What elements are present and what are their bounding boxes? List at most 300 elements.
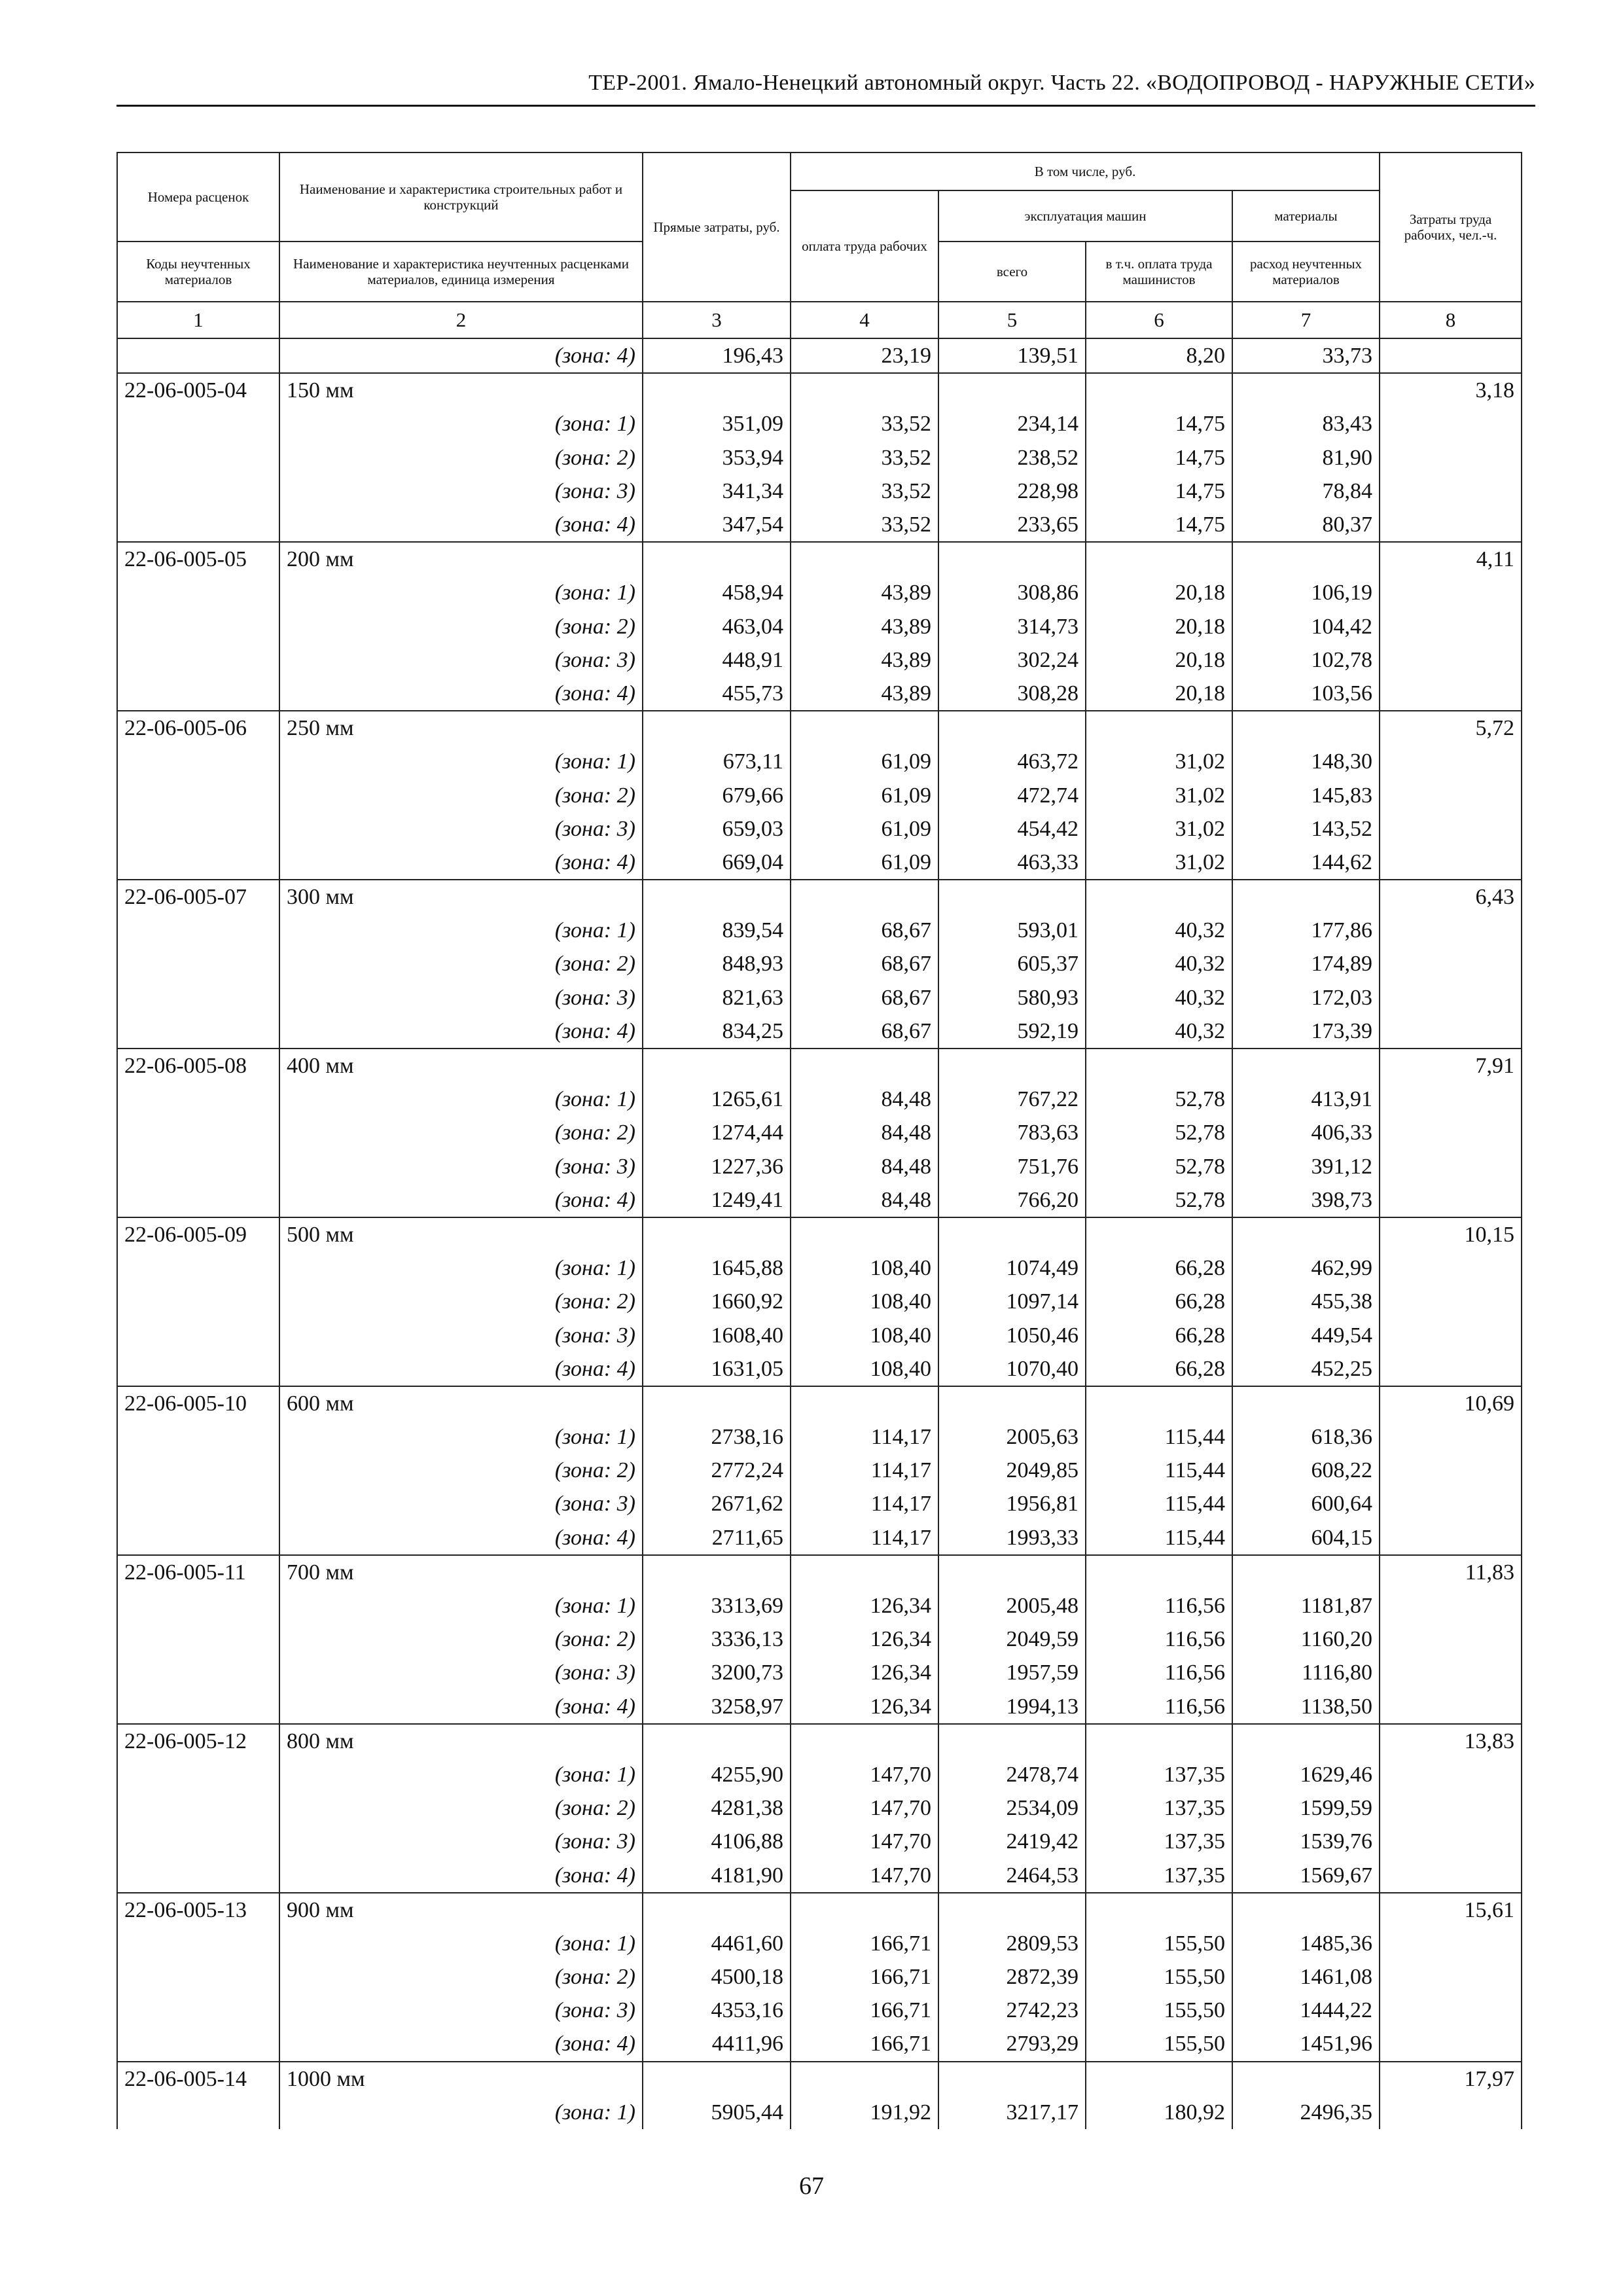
empty-cell [643, 1386, 791, 1420]
empty-cell [643, 711, 791, 745]
zone-row [117, 1927, 1522, 1960]
operators-pay-value: 115,44 [1086, 1420, 1232, 1454]
zone-row [117, 846, 1522, 880]
empty-cell [1232, 1724, 1380, 1758]
materials-value: 391,12 [1232, 1150, 1380, 1183]
header-materials-unaccounted: расход неучтенных материалов [1232, 242, 1380, 302]
rate-code-cell [117, 576, 279, 609]
rate-code-cell [117, 1454, 279, 1487]
rate-code-cell [117, 914, 279, 947]
empty-cell [1232, 1386, 1380, 1420]
direct-costs-value: 4181,90 [643, 1858, 791, 1892]
materials-value: 449,54 [1232, 1318, 1380, 1352]
empty-cell [643, 373, 791, 407]
rate-code-cell [117, 2027, 279, 2061]
zone-label: (зона: 1) [279, 914, 643, 947]
direct-costs-value: 839,54 [643, 914, 791, 947]
rate-code-cell [117, 1352, 279, 1386]
machine-total-value: 592,19 [938, 1014, 1086, 1049]
materials-value: 104,42 [1232, 610, 1380, 643]
operators-pay-value: 8,20 [1086, 338, 1232, 373]
zone-row [117, 1960, 1522, 1994]
materials-value: 81,90 [1232, 441, 1380, 475]
zone-label: (зона: 1) [279, 1251, 643, 1285]
empty-cell [1086, 373, 1232, 407]
labor-pay-value: 68,67 [791, 947, 938, 980]
direct-costs-value: 4500,18 [643, 1960, 791, 1994]
zone-label: (зона: 2) [279, 441, 643, 475]
empty-cell [791, 1386, 938, 1420]
materials-value: 80,37 [1232, 508, 1380, 542]
zone-row [117, 981, 1522, 1014]
zone-row [117, 1083, 1522, 1116]
rate-code-cell [117, 1487, 279, 1520]
empty-cell [1086, 711, 1232, 745]
machine-total-value: 593,01 [938, 914, 1086, 947]
labor-pay-value: 147,70 [791, 1825, 938, 1858]
rate-header-row [117, 880, 1522, 914]
empty-cell [938, 542, 1086, 576]
rate-header-row [117, 711, 1522, 745]
zone-row [117, 1656, 1522, 1689]
labor-hours-cell [1380, 610, 1522, 643]
zone-row [117, 1014, 1522, 1049]
rate-code: 22-06-005-11 [117, 1555, 279, 1589]
header-work-description: Наименование и характеристика строительных работ и конструкций [279, 152, 643, 242]
labor-hours-cell [1380, 1251, 1522, 1285]
zone-label: (зона: 2) [279, 1791, 643, 1825]
machine-total-value: 2872,39 [938, 1960, 1086, 1994]
zone-label: (зона: 1) [279, 1927, 643, 1960]
zone-label: (зона: 1) [279, 576, 643, 609]
labor-hours-cell [1380, 1858, 1522, 1892]
labor-hours-cell [1380, 407, 1522, 440]
materials-value: 1539,76 [1232, 1825, 1380, 1858]
labor-hours-cell [1380, 1285, 1522, 1318]
labor-pay-value: 43,89 [791, 677, 938, 711]
direct-costs-value: 1631,05 [643, 1352, 791, 1386]
zone-label: (зона: 2) [279, 1454, 643, 1487]
column-number: 1 [117, 302, 279, 338]
labor-pay-value: 126,34 [791, 1656, 938, 1689]
operators-pay-value: 66,28 [1086, 1285, 1232, 1318]
labor-hours-value: 11,83 [1380, 1555, 1522, 1589]
rate-code-cell [117, 1791, 279, 1825]
zone-label: (зона: 2) [279, 1623, 643, 1656]
labor-pay-value: 147,70 [791, 1858, 938, 1892]
header-rate-numbers: Номера расценок [117, 152, 279, 242]
labor-pay-value: 166,71 [791, 1994, 938, 2027]
rate-code-cell [117, 745, 279, 778]
machine-total-value: 308,86 [938, 576, 1086, 609]
direct-costs-value: 196,43 [643, 338, 791, 373]
machine-total-value: 1097,14 [938, 1285, 1086, 1318]
rate-code-cell [117, 2096, 279, 2129]
zone-row [117, 1318, 1522, 1352]
rate-code: 22-06-005-09 [117, 1217, 279, 1251]
labor-hours-cell [1380, 1183, 1522, 1217]
zone-label: (зона: 4) [279, 508, 643, 542]
rate-code-cell [117, 1150, 279, 1183]
direct-costs-value: 4255,90 [643, 1758, 791, 1791]
operators-pay-value: 116,56 [1086, 1623, 1232, 1656]
pipe-diameter: 400 мм [279, 1049, 643, 1083]
rate-code-cell [117, 981, 279, 1014]
rate-header-row [117, 1217, 1522, 1251]
machine-total-value: 238,52 [938, 441, 1086, 475]
labor-pay-value: 61,09 [791, 745, 938, 778]
empty-cell [938, 1049, 1086, 1083]
labor-hours-value: 10,15 [1380, 1217, 1522, 1251]
rate-code-cell [117, 947, 279, 980]
direct-costs-value: 455,73 [643, 677, 791, 711]
empty-cell [1232, 1217, 1380, 1251]
direct-costs-value: 353,94 [643, 441, 791, 475]
rate-code-cell [117, 1927, 279, 1960]
materials-value: 1485,36 [1232, 1927, 1380, 1960]
operators-pay-value: 20,18 [1086, 643, 1232, 677]
labor-pay-value: 108,40 [791, 1318, 938, 1352]
empty-cell [791, 1555, 938, 1589]
rate-code: 22-06-005-13 [117, 1893, 279, 1927]
rate-code-cell [117, 1623, 279, 1656]
direct-costs-value: 4411,96 [643, 2027, 791, 2061]
materials-value: 600,64 [1232, 1487, 1380, 1520]
materials-value: 413,91 [1232, 1083, 1380, 1116]
zone-label: (зона: 4) [279, 1183, 643, 1217]
rate-code-cell [117, 778, 279, 812]
labor-pay-value: 166,71 [791, 2027, 938, 2061]
empty-cell [1086, 2062, 1232, 2096]
labor-pay-value: 61,09 [791, 812, 938, 846]
labor-hours-value: 13,83 [1380, 1724, 1522, 1758]
column-number: 7 [1232, 302, 1380, 338]
direct-costs-value: 3336,13 [643, 1623, 791, 1656]
zone-label: (зона: 4) [279, 1352, 643, 1386]
rate-code: 22-06-005-08 [117, 1049, 279, 1083]
machine-total-value: 472,74 [938, 778, 1086, 812]
rate-code-cell [117, 812, 279, 846]
labor-hours-cell [1380, 2096, 1522, 2129]
operators-pay-value: 115,44 [1086, 1521, 1232, 1555]
rate-code-cell [117, 1285, 279, 1318]
labor-hours-value: 15,61 [1380, 1893, 1522, 1927]
direct-costs-value: 821,63 [643, 981, 791, 1014]
direct-costs-value: 1660,92 [643, 1285, 791, 1318]
labor-hours-cell [1380, 475, 1522, 508]
zone-label: (зона: 1) [279, 2096, 643, 2129]
materials-value: 618,36 [1232, 1420, 1380, 1454]
direct-costs-value: 463,04 [643, 610, 791, 643]
empty-cell [938, 1724, 1086, 1758]
empty-cell [1086, 880, 1232, 914]
materials-value: 78,84 [1232, 475, 1380, 508]
operators-pay-value: 14,75 [1086, 508, 1232, 542]
direct-costs-value: 848,93 [643, 947, 791, 980]
labor-hours-value: 4,11 [1380, 542, 1522, 576]
direct-costs-value: 673,11 [643, 745, 791, 778]
operators-pay-value: 137,35 [1086, 1791, 1232, 1825]
zone-label: (зона: 2) [279, 1285, 643, 1318]
rate-code-cell [117, 1116, 279, 1149]
zone-label: (зона: 4) [279, 846, 643, 880]
empty-cell [1232, 1049, 1380, 1083]
empty-cell [791, 711, 938, 745]
header-machine-operation: эксплуатация машин [938, 190, 1232, 242]
machine-total-value: 314,73 [938, 610, 1086, 643]
zone-row [117, 2096, 1522, 2129]
labor-hours-cell [1380, 1352, 1522, 1386]
operators-pay-value: 20,18 [1086, 576, 1232, 609]
empty-cell [1086, 1724, 1232, 1758]
zone-row [117, 407, 1522, 440]
header-labor-pay: оплата труда рабочих [791, 190, 938, 302]
rate-code: 22-06-005-14 [117, 2062, 279, 2096]
empty-cell [643, 880, 791, 914]
labor-hours-cell [1380, 1487, 1522, 1520]
column-number-row [117, 302, 1522, 338]
zone-row [117, 441, 1522, 475]
zone-label: (зона: 1) [279, 1589, 643, 1623]
machine-total-value: 2809,53 [938, 1927, 1086, 1960]
zone-label: (зона: 3) [279, 1318, 643, 1352]
rate-header-row [117, 1386, 1522, 1420]
direct-costs-value: 1227,36 [643, 1150, 791, 1183]
materials-value: 1444,22 [1232, 1994, 1380, 2027]
materials-value: 148,30 [1232, 745, 1380, 778]
machine-total-value: 2534,09 [938, 1791, 1086, 1825]
machine-total-value: 580,93 [938, 981, 1086, 1014]
machine-total-value: 228,98 [938, 475, 1086, 508]
machine-total-value: 1050,46 [938, 1318, 1086, 1352]
empty-cell [791, 1049, 938, 1083]
empty-cell [1232, 1893, 1380, 1927]
direct-costs-value: 458,94 [643, 576, 791, 609]
column-number: 4 [791, 302, 938, 338]
zone-label: (зона: 3) [279, 475, 643, 508]
labor-hours-cell [1380, 1623, 1522, 1656]
pipe-diameter: 900 мм [279, 1893, 643, 1927]
labor-hours-cell [1380, 1960, 1522, 1994]
materials-value: 173,39 [1232, 1014, 1380, 1049]
zone-row [117, 947, 1522, 980]
zone-row [117, 778, 1522, 812]
rate-code-cell [117, 643, 279, 677]
empty-cell [643, 1893, 791, 1927]
operators-pay-value: 116,56 [1086, 1656, 1232, 1689]
table-header [117, 152, 1522, 338]
labor-hours-cell [1380, 576, 1522, 609]
materials-value: 406,33 [1232, 1116, 1380, 1149]
labor-pay-value: 84,48 [791, 1116, 938, 1149]
direct-costs-value: 2738,16 [643, 1420, 791, 1454]
machine-total-value: 463,33 [938, 846, 1086, 880]
labor-pay-value: 114,17 [791, 1454, 938, 1487]
operators-pay-value: 52,78 [1086, 1083, 1232, 1116]
zone-row [117, 508, 1522, 542]
machine-total-value: 234,14 [938, 407, 1086, 440]
empty-cell [791, 542, 938, 576]
labor-hours-value: 7,91 [1380, 1049, 1522, 1083]
materials-value: 1599,59 [1232, 1791, 1380, 1825]
labor-pay-value: 126,34 [791, 1589, 938, 1623]
machine-total-value: 2005,48 [938, 1589, 1086, 1623]
materials-value: 1138,50 [1232, 1690, 1380, 1724]
machine-total-value: 2049,59 [938, 1623, 1086, 1656]
machine-total-value: 454,42 [938, 812, 1086, 846]
rate-code-cell [117, 1825, 279, 1858]
pipe-diameter: 300 мм [279, 880, 643, 914]
page-number: 67 [799, 2172, 824, 2200]
machine-total-value: 1956,81 [938, 1487, 1086, 1520]
labor-hours-cell [1380, 1318, 1522, 1352]
labor-pay-value: 147,70 [791, 1758, 938, 1791]
direct-costs-value: 347,54 [643, 508, 791, 542]
labor-pay-value: 147,70 [791, 1791, 938, 1825]
labor-hours-cell [1380, 1791, 1522, 1825]
empty-cell [1086, 1217, 1232, 1251]
rate-header-row [117, 1893, 1522, 1927]
zone-row [117, 1521, 1522, 1555]
labor-hours-value: 6,43 [1380, 880, 1522, 914]
empty-cell [1232, 2062, 1380, 2096]
empty-cell [791, 1217, 938, 1251]
zone-label: (зона: 2) [279, 778, 643, 812]
operators-pay-value: 52,78 [1086, 1116, 1232, 1149]
labor-hours-cell [1380, 947, 1522, 980]
labor-pay-value: 126,34 [791, 1690, 938, 1724]
labor-hours-value: 10,69 [1380, 1386, 1522, 1420]
labor-hours-cell [1380, 441, 1522, 475]
materials-value: 144,62 [1232, 846, 1380, 880]
labor-pay-value: 108,40 [791, 1285, 938, 1318]
labor-hours-cell [1380, 778, 1522, 812]
header-direct-costs: Прямые затраты, руб. [643, 152, 791, 302]
empty-cell [1086, 1386, 1232, 1420]
zone-row [117, 914, 1522, 947]
labor-hours-cell [1380, 846, 1522, 880]
labor-hours-cell [1380, 1116, 1522, 1149]
operators-pay-value: 155,50 [1086, 1994, 1232, 2027]
materials-value: 608,22 [1232, 1454, 1380, 1487]
labor-hours-cell [1380, 677, 1522, 711]
rate-code-cell [117, 1589, 279, 1623]
direct-costs-value: 351,09 [643, 407, 791, 440]
rate-header-row [117, 2062, 1522, 2096]
direct-costs-value: 834,25 [643, 1014, 791, 1049]
header-labor-cost: Затраты труда рабочих, чел.-ч. [1380, 152, 1522, 302]
operators-pay-value: 155,50 [1086, 1960, 1232, 1994]
operators-pay-value: 137,35 [1086, 1758, 1232, 1791]
zone-label: (зона: 2) [279, 1116, 643, 1149]
zone-row [117, 1690, 1522, 1724]
machine-total-value: 1074,49 [938, 1251, 1086, 1285]
labor-pay-value: 166,71 [791, 1927, 938, 1960]
zone-label: (зона: 4) [279, 2027, 643, 2061]
zone-label: (зона: 3) [279, 1487, 643, 1520]
labor-pay-value: 84,48 [791, 1083, 938, 1116]
labor-hours-cell [1380, 2027, 1522, 2061]
empty-cell [643, 1049, 791, 1083]
zone-row [117, 1454, 1522, 1487]
empty-cell [791, 2062, 938, 2096]
materials-value: 455,38 [1232, 1285, 1380, 1318]
materials-value: 1569,67 [1232, 1858, 1380, 1892]
machine-total-value: 2464,53 [938, 1858, 1086, 1892]
zone-label: (зона: 2) [279, 947, 643, 980]
operators-pay-value: 14,75 [1086, 407, 1232, 440]
empty-cell [938, 1555, 1086, 1589]
header-materials: материалы [1232, 190, 1380, 242]
pipe-diameter: 700 мм [279, 1555, 643, 1589]
rate-code-cell [117, 1083, 279, 1116]
labor-hours-cell [1380, 508, 1522, 542]
operators-pay-value: 40,32 [1086, 1014, 1232, 1049]
column-number: 2 [279, 302, 643, 338]
zone-row [117, 2027, 1522, 2061]
operators-pay-value: 14,75 [1086, 475, 1232, 508]
direct-costs-value: 3258,97 [643, 1690, 791, 1724]
rate-code-cell [117, 610, 279, 643]
machine-total-value: 766,20 [938, 1183, 1086, 1217]
zone-label: (зона: 4) [279, 1690, 643, 1724]
materials-value: 174,89 [1232, 947, 1380, 980]
materials-value: 177,86 [1232, 914, 1380, 947]
direct-costs-value: 1249,41 [643, 1183, 791, 1217]
labor-hours-value: 5,72 [1380, 711, 1522, 745]
empty-cell [938, 373, 1086, 407]
machine-total-value: 2005,63 [938, 1420, 1086, 1454]
operators-pay-value: 20,18 [1086, 677, 1232, 711]
labor-pay-value: 33,52 [791, 475, 938, 508]
materials-value: 172,03 [1232, 981, 1380, 1014]
header-unaccounted-description: Наименование и характеристика неучтенных расценками материалов, единица измерения [279, 242, 643, 302]
rate-header-row [117, 542, 1522, 576]
direct-costs-value: 4106,88 [643, 1825, 791, 1858]
labor-hours-cell [1380, 1825, 1522, 1858]
header-machine-total: всего [938, 242, 1086, 302]
zone-label: (зона: 3) [279, 643, 643, 677]
operators-pay-value: 20,18 [1086, 610, 1232, 643]
rate-header-row [117, 1049, 1522, 1083]
empty-cell [643, 542, 791, 576]
rate-code: 22-06-005-06 [117, 711, 279, 745]
materials-value: 1451,96 [1232, 2027, 1380, 2061]
labor-pay-value: 68,67 [791, 1014, 938, 1049]
rate-code-cell [117, 338, 279, 373]
machine-total-value: 783,63 [938, 1116, 1086, 1149]
labor-hours-cell [1380, 1014, 1522, 1049]
rate-code-cell [117, 441, 279, 475]
materials-value: 1160,20 [1232, 1623, 1380, 1656]
empty-cell [938, 2062, 1086, 2096]
labor-hours-cell [1380, 338, 1522, 373]
zone-row [117, 1251, 1522, 1285]
labor-hours-cell [1380, 1994, 1522, 2027]
rate-code-cell [117, 1420, 279, 1454]
direct-costs-value: 2711,65 [643, 1521, 791, 1555]
materials-value: 1629,46 [1232, 1758, 1380, 1791]
direct-costs-value: 1274,44 [643, 1116, 791, 1149]
zone-label: (зона: 2) [279, 610, 643, 643]
zone-label: (зона: 1) [279, 1083, 643, 1116]
rate-code-cell [117, 1960, 279, 1994]
zone-row [117, 1150, 1522, 1183]
operators-pay-value: 66,28 [1086, 1318, 1232, 1352]
materials-value: 83,43 [1232, 407, 1380, 440]
machine-total-value: 767,22 [938, 1083, 1086, 1116]
direct-costs-value: 1608,40 [643, 1318, 791, 1352]
